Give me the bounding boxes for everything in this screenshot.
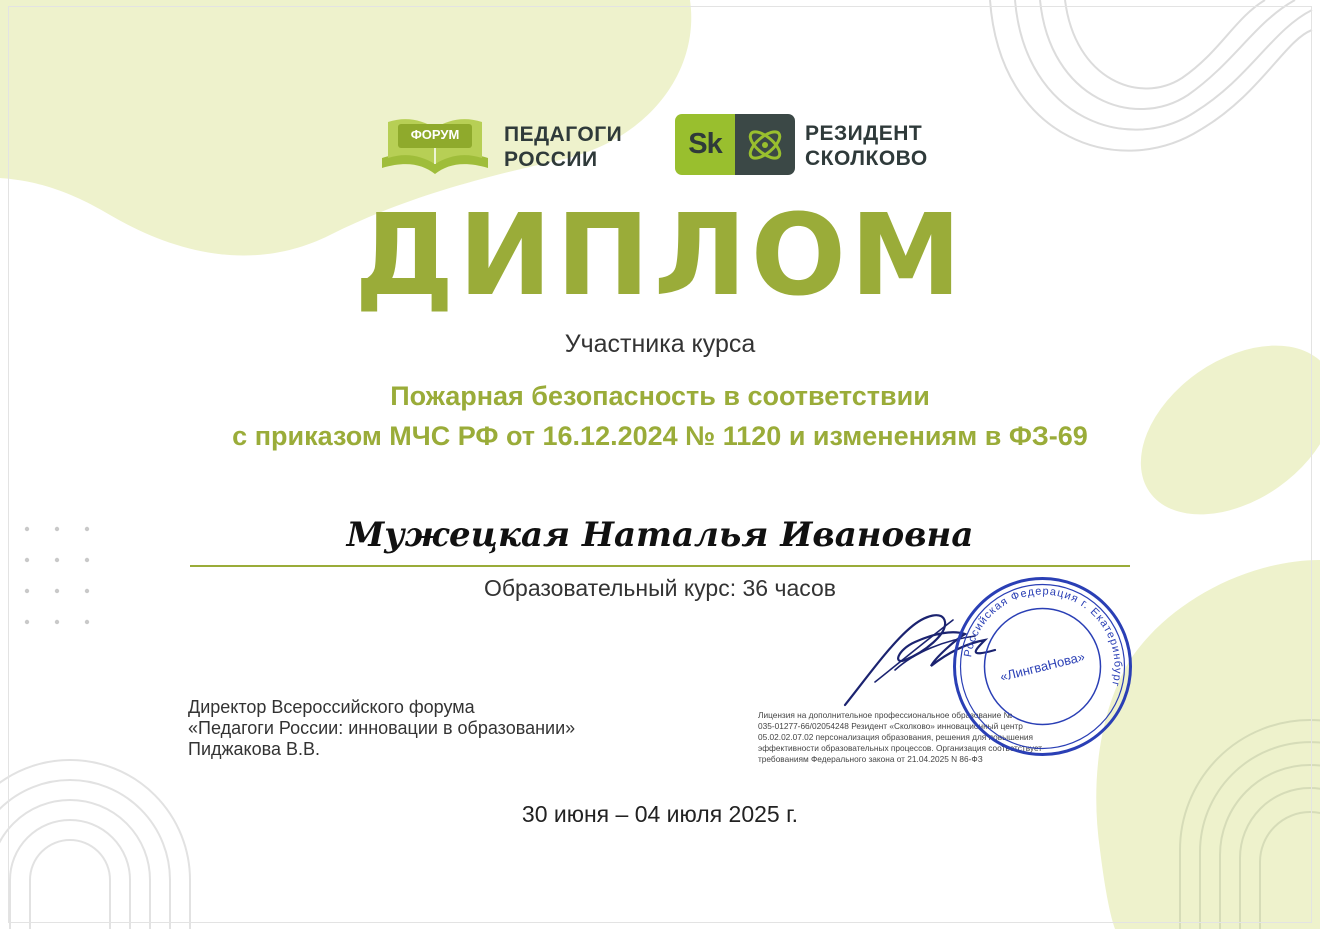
skolkovo-mark xyxy=(675,114,795,175)
director-line2: «Педагоги России: инновации в образовании» xyxy=(188,718,576,738)
book-icon xyxy=(376,114,494,176)
course-title-line1: Пожарная безопасность в соответствии xyxy=(390,381,930,411)
organization-stamp xyxy=(950,574,1135,759)
course-title xyxy=(0,376,1320,456)
forum-badge-text: ФОРУМ xyxy=(410,127,460,142)
skolkovo-logo-line1: РЕЗИДЕНТ xyxy=(805,122,923,145)
license-line1: Лицензия на дополнительное профессиональное образование № xyxy=(758,710,1013,720)
director-line1: Директор Всероссийского форума xyxy=(188,697,475,717)
license-line5: требованиям Федерального закона от 21.04.2025 N 86-ФЗ xyxy=(758,754,983,764)
course-dates: 30 июня – 04 июля 2025 г. xyxy=(521,801,799,827)
skolkovo-mark-letters: Sk xyxy=(688,128,722,160)
forum-logo-line2: РОССИИ xyxy=(504,148,598,171)
diploma-subtitle: Участника курса xyxy=(564,330,756,358)
license-line3: 05.02.02.07.02 персонализация образования, решения для повышения xyxy=(758,732,1034,742)
skolkovo-logo xyxy=(675,114,955,178)
atom-icon xyxy=(739,120,791,170)
forum-logo-text xyxy=(504,122,622,172)
forum-logo xyxy=(376,114,646,178)
director-signature-block xyxy=(188,697,575,760)
license-line4: эффективности образовательных процессов. Организация соответствует xyxy=(758,743,1043,753)
course-hours: Образовательный курс: 36 часов xyxy=(483,575,837,601)
recipient-name: Мужецкая Наталья Ивановна xyxy=(346,515,974,555)
skolkovo-logo-text xyxy=(805,121,928,171)
diploma-title: ДИПЛОМ xyxy=(354,191,966,321)
forum-logo-line1: ПЕДАГОГИ xyxy=(504,123,623,146)
director-name: Пиджакова В.В. xyxy=(188,739,321,759)
stamp-ring-text: Российская Федерация г. Екатеринбург xyxy=(962,585,1124,689)
page-frame xyxy=(8,6,1312,923)
stamp-center-text: «ЛингваНова» xyxy=(998,648,1087,685)
license-line2: 035-01277-66/02054248 Резидент «Сколково» инновационный центр xyxy=(758,721,1023,731)
course-title-line2: с приказом МЧС РФ от 16.12.2024 № 1120 и изменениям в ФЗ-69 xyxy=(232,421,1088,451)
name-underline xyxy=(190,565,1130,567)
skolkovo-logo-line2: СКОЛКОВО xyxy=(805,147,928,170)
